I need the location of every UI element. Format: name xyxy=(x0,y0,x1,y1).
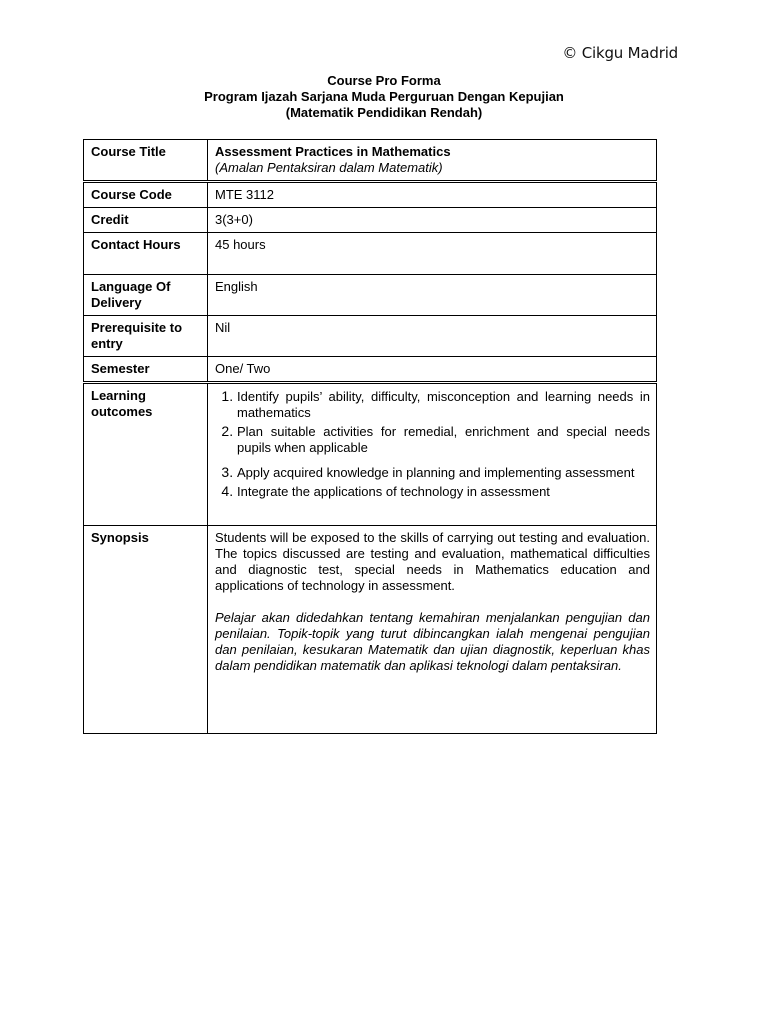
learning-outcomes-label: Learning outcomes xyxy=(84,383,208,526)
header-specialization: (Matematik Pendidikan Rendah) xyxy=(285,105,483,120)
course-title-value xyxy=(208,140,657,182)
learning-outcomes-list xyxy=(215,388,650,500)
prerequisite-value: Nil xyxy=(208,316,657,357)
language-value: English xyxy=(208,275,657,316)
synopsis-english: Students will be exposed to the skills of carrying out testing and evaluation. The topics discussed are testing and evaluation, mathematical difficulties and diagnostic test, special needs in Mathematics education and applications of technology in assessment. xyxy=(215,530,650,593)
row-credit xyxy=(84,208,657,233)
row-learning-outcomes xyxy=(84,383,657,526)
row-prerequisite xyxy=(84,316,657,357)
course-title-label: Course Title xyxy=(84,140,208,182)
synopsis-label: Synopsis xyxy=(84,526,208,734)
credit-value: 3(3+0) xyxy=(208,208,657,233)
course-proforma-table xyxy=(83,139,657,734)
header-program: Program Ijazah Sarjana Muda Perguruan Dengan Kepujian xyxy=(204,89,564,104)
contact-hours-label: Contact Hours xyxy=(84,233,208,275)
learning-outcome-item: 2. Plan suitable activities for remedial, enrichment and special needs pupils when applicable xyxy=(237,423,650,456)
learning-outcome-item: 4. Integrate the applications of technology in assessment xyxy=(237,483,650,500)
row-course-title xyxy=(84,140,657,182)
document-header xyxy=(0,73,768,121)
header-title: Course Pro Forma xyxy=(327,73,441,88)
learning-outcome-item: 1. Identify pupils’ ability, difficulty, misconception and learning needs in mathematics xyxy=(237,388,650,421)
learning-outcome-item: 3. Apply acquired knowledge in planning and implementing assessment xyxy=(237,464,650,481)
row-language xyxy=(84,275,657,316)
prerequisite-label: Prerequisite to entry xyxy=(84,316,208,357)
row-course-code xyxy=(84,182,657,208)
credit-label: Credit xyxy=(84,208,208,233)
synopsis-malay: Pelajar akan didedahkan tentang kemahiran menjalankan pengujian dan penilaian. Topik-topik yang turut dibincangkan ialah mengenai pengujian dan penilaian, kesukaran Matematik dan ujian diagnostik, keperluan khas dalam pendidikan matematik dan aplikasi teknologi dalam pentaksiran. xyxy=(215,610,650,673)
course-title-english: Assessment Practices in Mathematics xyxy=(215,144,451,159)
course-title-malay: (Amalan Pentaksiran dalam Matematik) xyxy=(215,160,443,175)
row-contact-hours xyxy=(84,233,657,275)
language-label: Language Of Delivery xyxy=(84,275,208,316)
course-code-label: Course Code xyxy=(84,182,208,208)
semester-value: One/ Two xyxy=(208,357,657,383)
contact-hours-value: 45 hours xyxy=(208,233,657,275)
semester-label: Semester xyxy=(84,357,208,383)
course-code-value: MTE 3112 xyxy=(208,182,657,208)
learning-outcomes-value xyxy=(208,383,657,526)
copyright-watermark: © Cikgu Madrid xyxy=(562,44,678,62)
row-semester xyxy=(84,357,657,383)
synopsis-value xyxy=(208,526,657,734)
row-synopsis xyxy=(84,526,657,734)
